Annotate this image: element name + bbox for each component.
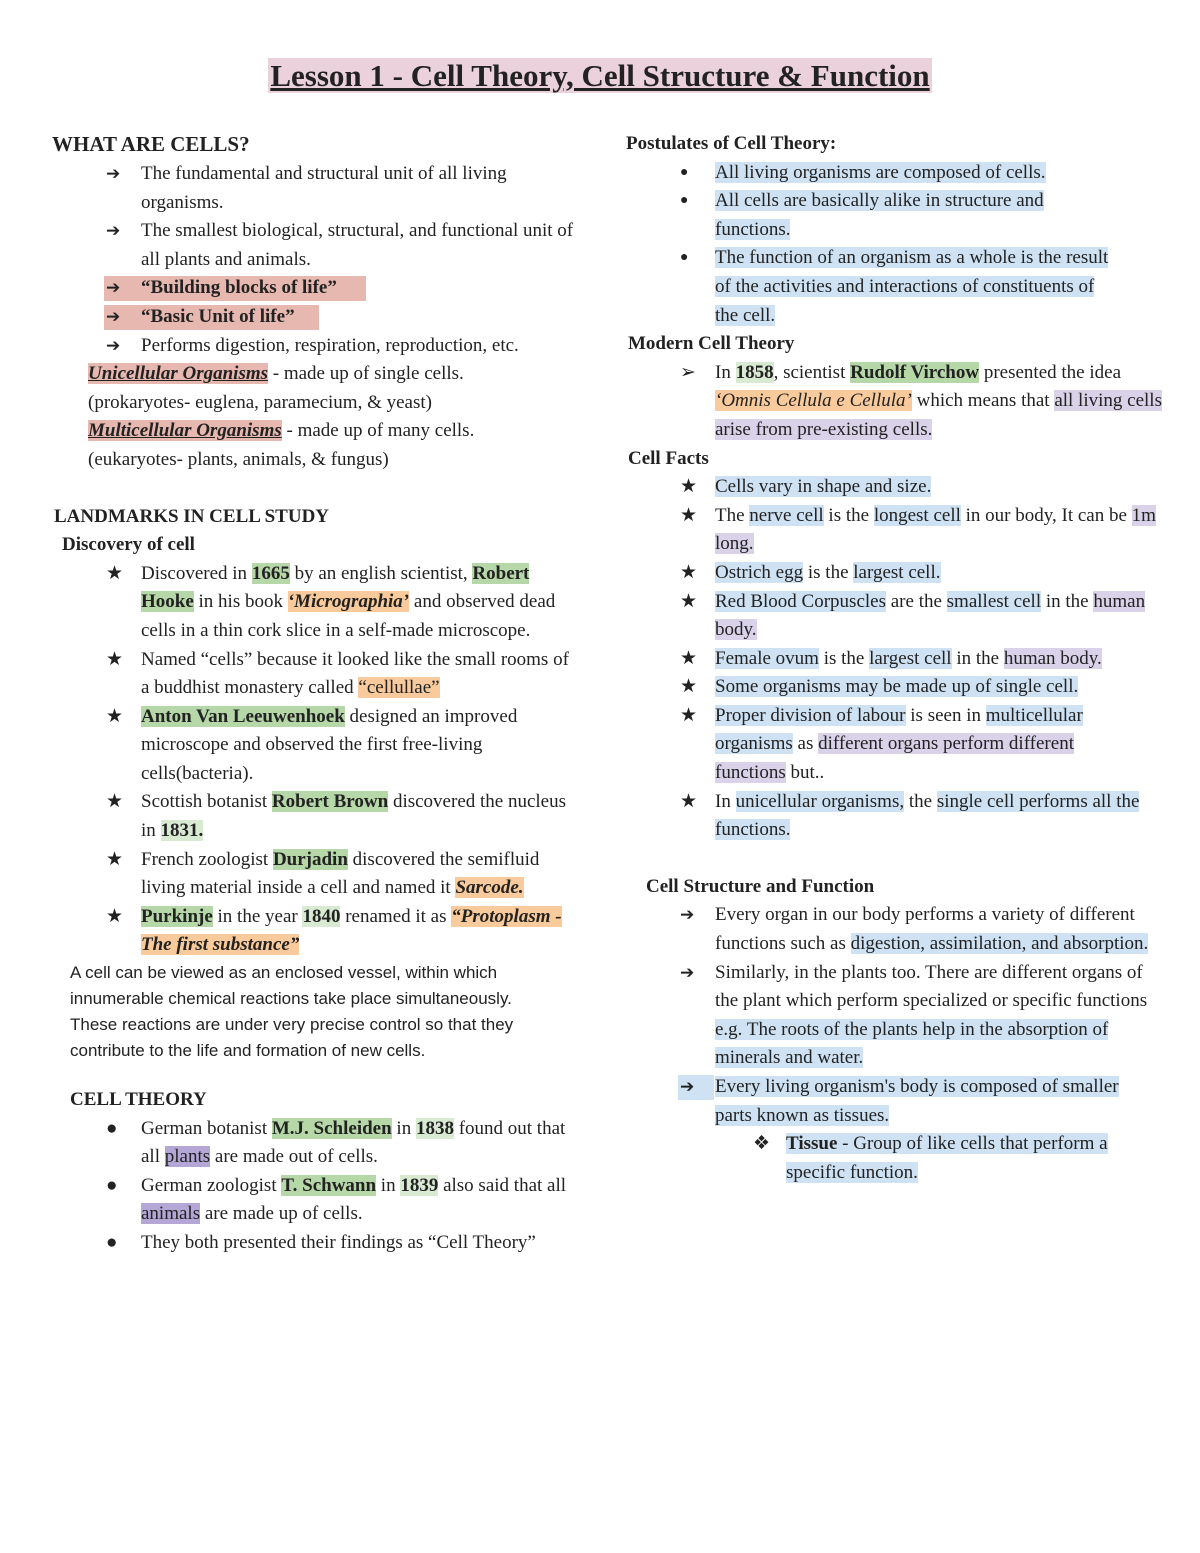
list-item: ➔ The fundamental and structural unit of all living organisms.	[52, 160, 582, 217]
arrow-icon: ➔	[680, 1077, 695, 1096]
list-item: ❖ Tissue - Group of like cells that perform a specific function.	[626, 1130, 1146, 1187]
section-heading-postulates: Postulates of Cell Theory:	[626, 133, 837, 154]
arrowhead-icon: ➢	[680, 361, 696, 383]
list-item: ➢ In 1858, scientist Rudolf Virchow presented the idea ‘Omnis Cellula e Cellula’ which means that all living cells arise from pre-existing cells.	[626, 359, 1166, 445]
star-icon: ★	[106, 791, 124, 813]
section-heading-cell-theory: CELL THEORY	[70, 1089, 207, 1111]
arrow-icon: ➔	[106, 164, 121, 183]
star-icon: ★	[106, 705, 124, 727]
list-item: ★ Discovered in 1665 by an english scientist, Robert Hooke in his book ‘Micrographia’ and observed dead cells in a thin cork slice in a self-made microscope.	[52, 560, 582, 646]
star-icon: ★	[680, 790, 698, 812]
list-item: ➔ Every organ in our body performs a variety of different functions such as digestion, assimilation, and absorption.	[626, 901, 1155, 958]
list-item: ★ Some organisms may be made up of single cell.	[626, 673, 1166, 702]
section-heading-landmarks: LANDMARKS IN CELL STUDY	[54, 505, 330, 527]
star-icon: ★	[680, 590, 698, 612]
list-item: ● German botanist M.J. Schleiden in 1838 found out that all plants are made out of cells.	[52, 1115, 582, 1172]
cell-vessel-paragraph: A cell can be viewed as an enclosed vessel, within which innumerable chemical reactions take place simultaneously. These reactions are under very precise control so that they contribute to the life and formation of new cells.	[70, 963, 514, 1061]
star-icon: ★	[106, 848, 124, 870]
diamond-bullet-icon: ❖	[753, 1133, 771, 1155]
list-item: ★ Cells vary in shape and size.	[626, 473, 1166, 502]
arrow-icon: ➔	[680, 962, 695, 982]
star-icon: ★	[680, 676, 698, 698]
bullet-icon: ●	[106, 1174, 118, 1196]
left-column	[52, 130, 582, 1258]
section-heading-modern-cell-theory: Modern Cell Theory	[628, 333, 795, 355]
bullet-icon: ●	[680, 250, 689, 266]
list-item: ● German zoologist T. Schwann in 1839 also said that all animals are made up of cells.	[52, 1172, 582, 1229]
list-item: ➔ “Building blocks of life”	[52, 274, 582, 303]
list-item: ★ Female ovum is the largest cell in the human body.	[626, 645, 1135, 674]
list-item: ● All living organisms are composed of cells.	[626, 159, 1166, 188]
star-icon: ★	[106, 905, 124, 927]
section-heading-what-are-cells: WHAT ARE CELLS?	[52, 132, 250, 156]
list-item: ★ Anton Van Leeuwenhoek designed an improved microscope and observed the first free-living cells(bacteria).	[52, 703, 582, 789]
list-item: ➔ Every living organism's body is composed of smaller parts known as tissues.	[626, 1073, 1135, 1130]
subheading-discovery: Discovery of cell	[62, 534, 195, 556]
list-item: ★ Red Blood Corpuscles are the smallest cell in the human body.	[626, 588, 1166, 645]
list-item: ➔ “Basic Unit of life”	[52, 303, 582, 332]
list-item: ★ French zoologist Durjadin discovered the semifluid living material inside a cell and named it Sarcode.	[52, 846, 582, 903]
section-heading-cell-structure: Cell Structure and Function	[646, 875, 875, 897]
bullet-icon: ●	[106, 1232, 118, 1253]
bullet-icon: ●	[680, 164, 689, 180]
bullet-icon: ●	[680, 193, 689, 209]
arrow-icon: ➔	[106, 278, 121, 298]
list-item: ★ Purkinje in the year 1840 renamed it as “Protoplasm - The first substance”	[52, 903, 582, 960]
list-item: ● The function of an organism as a whole is the result of the activities and interactions of constituents of the cell.	[626, 244, 1115, 330]
star-icon: ★	[106, 648, 124, 670]
list-item: ★ The nerve cell is the longest cell in our body, It can be 1m long.	[626, 502, 1166, 559]
list-item: ★ Ostrich egg is the largest cell.	[626, 559, 1166, 588]
section-heading-cell-facts: Cell Facts	[628, 447, 709, 469]
star-icon: ★	[680, 561, 698, 583]
list-item: ★ Scottish botanist Robert Brown discovered the nucleus in 1831.	[52, 788, 582, 845]
star-icon: ★	[106, 562, 124, 584]
arrow-icon: ➔	[106, 335, 121, 355]
list-item: ● They both presented their findings as “Cell Theory”	[52, 1229, 541, 1258]
list-item: ★ Proper division of labour is seen in multicellular organisms as different organs perform different functions but..	[626, 702, 1145, 788]
star-icon: ★	[680, 704, 698, 726]
list-item: ➔ Performs digestion, respiration, reproduction, etc.	[52, 332, 582, 361]
page-title: Lesson 1 - Cell Theory, Cell Structure & Function	[270, 58, 930, 93]
list-item: ★ Named “cells” because it looked like the small rooms of a buddhist monastery called “cellullae”	[52, 646, 582, 703]
list-item: ● All cells are basically alike in structure and functions.	[626, 187, 1115, 244]
star-icon: ★	[680, 647, 698, 669]
list-item: ★ In unicellular organisms, the single cell performs all the functions.	[626, 788, 1166, 845]
multicellular-definition: Multicellular Organisms - made up of many cells.	[88, 420, 475, 442]
list-item: ➔ The smallest biological, structural, and functional unit of all plants and animals.	[52, 217, 582, 274]
arrow-icon: ➔	[680, 905, 695, 925]
right-column	[626, 130, 1166, 1187]
star-icon: ★	[680, 476, 698, 498]
list-item: ➔ Similarly, in the plants too. There are different organs of the plant which perform specialized or specific functions e.g. The roots of the plants help in the absorption of minerals and water.	[626, 959, 1155, 1073]
unicellular-definition: Unicellular Organisms - made up of single cells.	[88, 363, 464, 385]
arrow-icon: ➔	[106, 221, 121, 241]
star-icon: ★	[680, 504, 698, 526]
unicellular-examples: (prokaryotes- euglena, paramecium, & yeast)	[88, 391, 432, 413]
arrow-icon: ➔	[106, 306, 121, 326]
multicellular-examples: (eukaryotes- plants, animals, & fungus)	[88, 448, 389, 470]
bullet-icon: ●	[106, 1117, 118, 1139]
